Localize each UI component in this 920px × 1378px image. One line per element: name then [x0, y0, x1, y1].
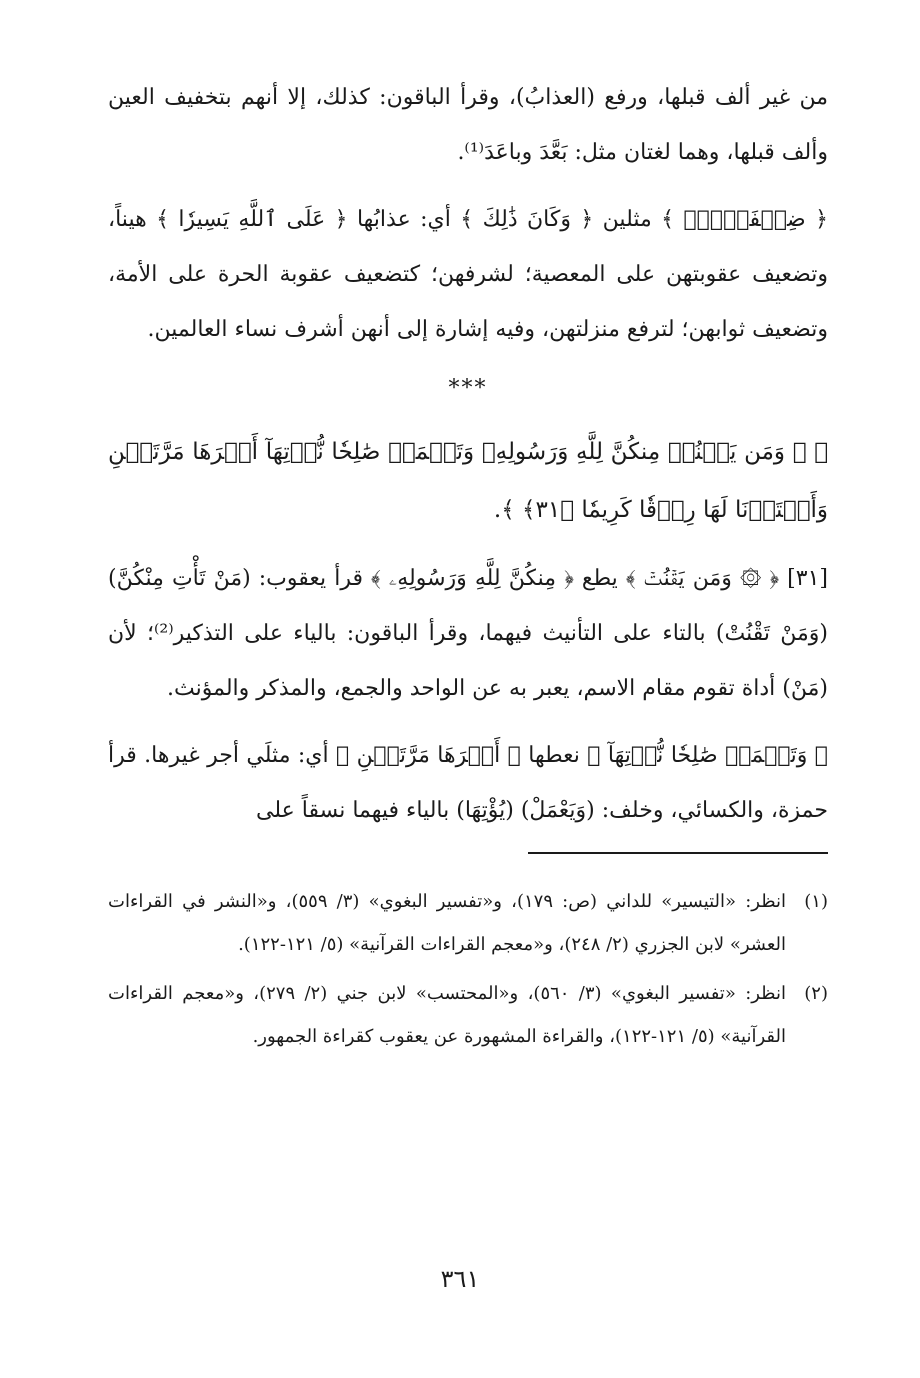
section-separator: *** [448, 376, 488, 401]
page-number: ٣٦١ [440, 1265, 480, 1293]
footnote-number: (١) [804, 891, 828, 912]
footnote-divider [528, 852, 828, 854]
paragraph: [٣١] ﴿ ۞ وَمَن يَقۡنُتۡ ﴾ يطع ﴿ مِنكُنَّ لِلَّهِ وَرَسُولِهِۦ ﴾ قرأ يعقوب: (مَنْ تَأْتِ مِنْكُنَّ) (وَمَنْ تَقْنُتْ) بالتاء على التأنيث فيهما، وقرأ الباقون: بالياء على التذكير⁽²⁾؛ لأن (مَنْ) أداة تقوم مقام الاسم، يعبر به عن الواحد والجمع، والمذكر والمؤنث. [108, 566, 828, 701]
footnote-text: انظر: «التيسير» للداني (ص: ١٧٩)، و«تفسير البغوي» (٣/ ٥٥٩)، و«النشر في القراءات العشر» لابن الجزري (٢/ ٢٤٨)، و«معجم القراءات القرآنية» (٥/ ١٢١-١٢٢). [108, 891, 786, 955]
footnote-number: (٢) [804, 983, 828, 1004]
footnote [108, 972, 828, 1058]
page-content [108, 70, 828, 1064]
quran-verse: ﴿ ۞ وَمَن يَقۡنُتۡ مِنكُنَّ لِلَّهِ وَرَسُولِهِۦ وَتَعۡمَلۡ صَٰلِحٗا نُّؤۡتِهَآ أَجۡرَهَا مَرَّتَيۡنِ وَأَعۡتَدۡنَا لَهَا رِزۡقٗا كَرِيمٗا ﴿٣١﴾ ﴾. [108, 439, 828, 523]
footnotes [108, 880, 828, 1058]
paragraph: ﴿ ضِعۡفَيۡنِۚ ﴾ مثلين ﴿ وَكَانَ ذَٰلِكَ ﴾ أي: عذابُها ﴿ عَلَى ٱللَّهِ يَسِيرٗا ﴾ هيناً، وتضعيف عقوبتهن على المعصية؛ لشرفهن؛ كتضعيف عقوبة الحرة على الأمة، وتضعيف ثوابهن؛ لترفع منزلتهن، وفيه إشارة إلى أنهن أشرف نساء العالمين. [108, 207, 828, 342]
paragraph: من غير ألف قبلها، ورفع (العذابُ)، وقرأ الباقون: كذلك، إلا أنهم بتخفيف العين وألف قبلها، وهما لغتان مثل: بَعَّدَ وباعَدَ⁽¹⁾. [108, 85, 828, 165]
main-text [108, 70, 828, 838]
footnote-text: انظر: «تفسير البغوي» (٣/ ٥٦٠)، و«المحتسب» لابن جني (٢/ ٢٧٩)، و«معجم القراءات القرآنية» (٥/ ١٢١-١٢٢)، والقراءة المشهورة عن يعقوب كقراءة الجمهور. [108, 983, 786, 1047]
footnote [108, 880, 828, 966]
paragraph: ﴿ وَتَعۡمَلۡ صَٰلِحٗا نُّؤۡتِهَآ ﴾ نعطها ﴿ أَجۡرَهَا مَرَّتَيۡنِ ﴾ أي: مثلَي أجر غيرها. قرأ حمزة، والكسائي، وخلف: (وَيَعْمَلْ) (يُؤْتِهَا) بالياء فيهما نسقاً على [108, 743, 828, 823]
